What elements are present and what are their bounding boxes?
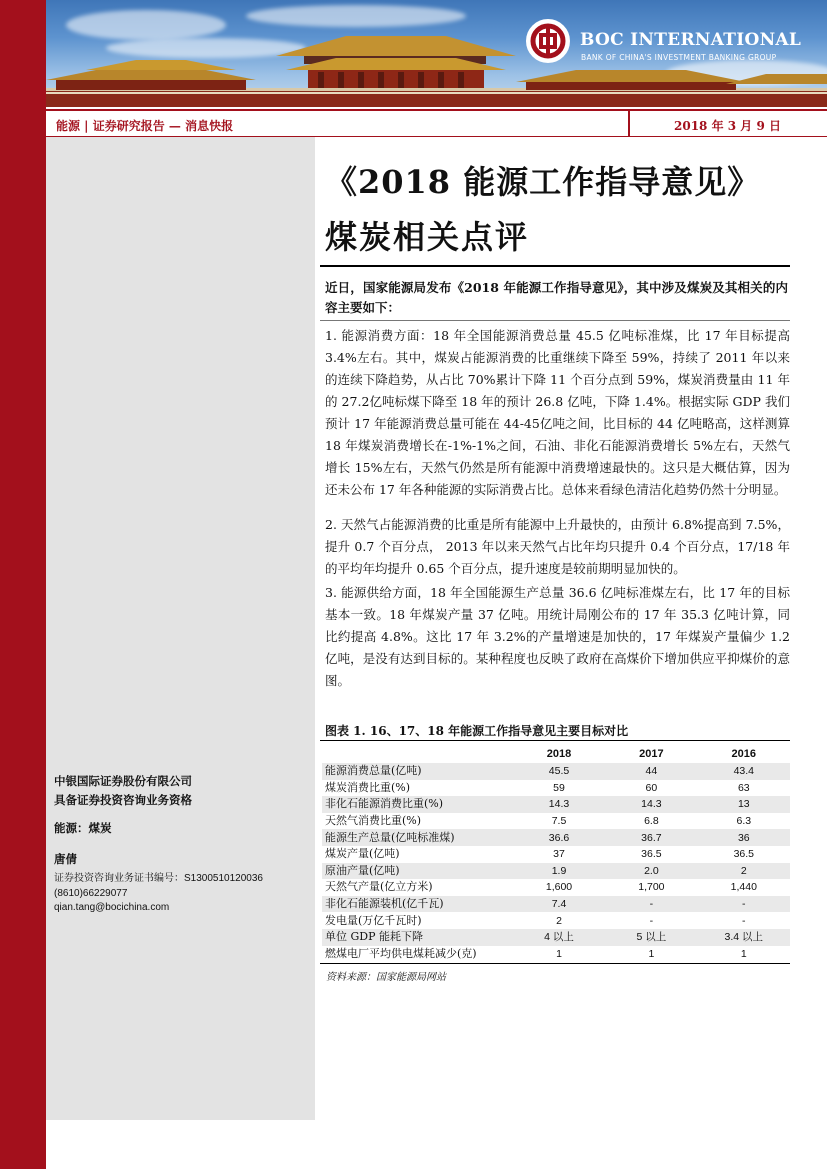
row-label: 能源消费总量(亿吨)	[322, 763, 513, 780]
column-header: 2017	[639, 748, 664, 760]
table-bottom-rule	[320, 963, 790, 964]
table-row	[322, 929, 790, 946]
cell-2018: 45.5	[513, 763, 605, 780]
company-block	[54, 772, 304, 810]
table-row	[322, 863, 790, 880]
company-name: 中银国际证券股份有限公司	[54, 774, 192, 788]
divider	[628, 111, 630, 137]
table-source: 资料来源：国家能源局网站	[326, 972, 446, 983]
table-row	[322, 912, 790, 929]
table-row	[322, 829, 790, 846]
table-row	[322, 796, 790, 813]
row-label: 非化石能源装机(亿千瓦)	[322, 896, 513, 913]
row-label: 能源生产总量(亿吨标准煤)	[322, 829, 513, 846]
analyst-name: 唐倩	[54, 852, 77, 866]
brand-tagline: BANK OF CHINA'S INVESTMENT BANKING GROUP	[581, 53, 777, 62]
table-row	[322, 813, 790, 830]
cell-2016: 3.4 以上	[698, 929, 790, 946]
report-category: 能源 | 证券研究报告 — 消息快报	[56, 119, 234, 133]
row-label: 单位 GDP 能耗下降	[322, 929, 513, 946]
cell-2017: -	[649, 914, 654, 927]
sector-label: 能源：煤炭	[54, 821, 112, 835]
table-row	[322, 763, 790, 780]
cell-2017: 60	[645, 781, 658, 794]
brand-name: BOC INTERNATIONAL	[580, 30, 802, 50]
page-title: 《2018 能源工作指导意见》	[325, 163, 761, 201]
cell-2018: 36.6	[513, 829, 605, 846]
cell-2018: 1.9	[513, 863, 605, 880]
table-row	[322, 896, 790, 913]
report-category-bar	[46, 109, 827, 137]
cell-2017: 14.3	[605, 796, 697, 813]
body-paragraph-1: 1. 能源消费方面：18 年全国能源消费总量 45.5 亿吨标准煤，比 17 年目标提高 3.4%左右。其中，煤炭占能源消费的比重继续下降至 59%，持续了 2011 年以来的连续下降趋势，从占比 70%累计下降 11 个百分点到 59%，煤炭消费量由 11 年的 27.2亿吨标煤下降至 18 年的预计 26.8 亿吨，下降 1.4%。根据实际 GDP 我们预计 17 年能源消费总量可能在 44-45亿吨之间，比目标的 44 亿吨略高，这样测算 18 年煤炭消费增长在-1%-1%之间，石油、非化石能源消费增长 5%左右，天然气增长 15%左右，天然气仍然是所有能源中消费增速最快的。这只是大概估算，因为还未公布 17 年各种能源的实际消费占比。总体来看绿色清洁化趋势仍然十分明显。	[325, 328, 790, 497]
left-red-strip	[0, 0, 46, 1169]
cell-2018: 7.4	[513, 896, 605, 913]
table-title: 图表 1. 16、17、18 年能源工作指导意见主要目标对比	[325, 724, 629, 738]
header-banner	[46, 0, 827, 107]
row-label: 燃煤电厂平均供电煤耗减少(克)	[325, 946, 477, 960]
cell-2016: 1	[740, 947, 747, 960]
phone-number: (8610)66229077	[54, 887, 128, 899]
boci-logo-icon	[526, 19, 570, 63]
row-label: 原油产量(亿吨)	[322, 863, 513, 880]
cell-2016: 1,440	[730, 881, 757, 894]
cell-2016: 36	[698, 829, 790, 846]
column-header: 2018	[546, 748, 572, 760]
cell-2017: 6.8	[644, 815, 659, 828]
analyst-contact	[54, 872, 314, 916]
cell-2016: 63	[737, 781, 750, 794]
cell-2017: 2.0	[605, 863, 697, 880]
table-row	[322, 879, 790, 896]
cell-2017: 1,700	[638, 881, 665, 894]
body-paragraph-2: 2. 天然气占能源消费的比重是所有能源中上升最快的，由预计 6.8%提高到 7.5%，提升 0.7 个百分点， 2013 年以来天然气占比年均只提升 0.4 个百分点，17/18 年的平均年均提升 0.65 个百分点，提升速度是较前期明显加快的。	[325, 517, 790, 576]
cell-2016: -	[698, 896, 790, 913]
targets-table	[322, 745, 790, 962]
column-header	[322, 745, 513, 763]
title-divider	[320, 265, 790, 267]
cell-2017: 5 以上	[605, 929, 697, 946]
body-paragraph-3: 3. 能源供给方面，18 年全国能源生产总量 36.6 亿吨标准煤左右，比 17 年的目标基本一致。18 年煤炭产量 37 亿吨。用统计局刚公布的 17 年 35.3 亿吨计算，同比约提高 4.8%。这比 17 年 3.2%的产量增速是加快的，17 年煤炭产量偏少 1.2 亿吨，是没有达到目标的。某种程度也反映了政府在高煤价下增加供应平抑煤价的意图。	[325, 585, 790, 688]
page-subtitle: 煤炭相关点评	[325, 218, 530, 256]
sidebar	[46, 137, 315, 1120]
cell-2018: 7.5	[551, 815, 567, 828]
row-label: 天然气产量(亿立方米)	[325, 880, 433, 894]
cell-2018: 37	[553, 848, 565, 861]
cell-2017: -	[605, 896, 697, 913]
cell-2017: 36.5	[641, 848, 662, 861]
cell-2018: 1,600	[545, 881, 573, 894]
table-row	[322, 846, 790, 863]
intro-divider	[320, 320, 790, 321]
row-label: 非化石能源消费比重(%)	[322, 796, 513, 813]
cell-2018: 2	[556, 914, 562, 927]
email-address: qian.tang@bocichina.com	[54, 902, 170, 913]
cell-2016: 6.3	[736, 815, 752, 828]
table-row	[322, 780, 790, 797]
cell-2017: 44	[605, 763, 697, 780]
table-row	[322, 946, 790, 963]
cell-2016: 43.4	[698, 763, 790, 780]
cell-2018: 1	[556, 947, 562, 960]
row-label: 煤炭消费比重(%)	[325, 780, 411, 794]
row-label: 煤炭产量(亿吨)	[325, 847, 400, 861]
cell-2016: 2	[698, 863, 790, 880]
row-label: 发电量(万亿千瓦时)	[325, 913, 422, 927]
cell-2018: 14.3	[513, 796, 605, 813]
cell-2016: 13	[698, 796, 790, 813]
cell-2018: 59	[553, 781, 565, 794]
intro-paragraph: 近日，国家能源局发布《2018 年能源工作指导意见》，其中涉及煤炭及其相关的内容主要如下：	[325, 280, 788, 315]
row-label: 天然气消费比重(%)	[325, 814, 422, 828]
table-top-rule	[320, 740, 790, 741]
cert-number: 证券投资咨询业务证书编号：S1300510120036	[54, 873, 263, 884]
company-qualification: 具备证券投资咨询业务资格	[54, 793, 192, 807]
column-header: 2016	[731, 748, 757, 760]
cell-2017: 36.7	[605, 829, 697, 846]
report-date: 2018 年 3 月 9 日	[674, 119, 781, 133]
cell-2016: -	[742, 914, 746, 927]
cell-2016: 36.5	[733, 848, 755, 861]
cell-2018: 4 以上	[513, 929, 605, 946]
table-header-row	[322, 745, 790, 763]
cell-2017: 1	[648, 947, 655, 960]
